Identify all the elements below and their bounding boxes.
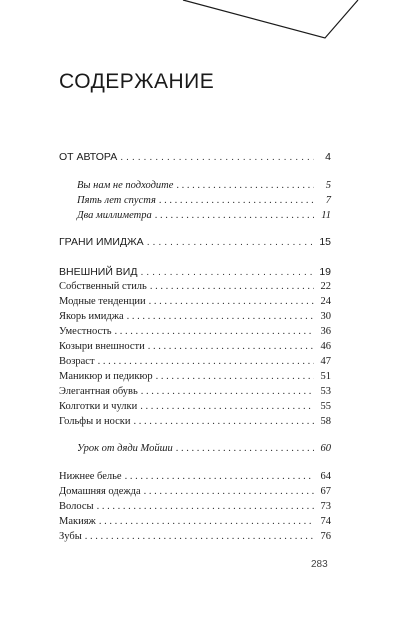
toc-entry-page: 7 [325, 195, 331, 206]
toc-entry-label: ОТ АВТОРА [59, 151, 118, 163]
toc-entry-nizhnee-belye [59, 470, 331, 484]
page-title: СОДЕРЖАНИЕ [59, 70, 215, 93]
toc-entry-label: Элегантная обувь [59, 386, 138, 397]
toc-entry-golfy-i-noski [59, 415, 331, 429]
toc-entry-page: 58 [320, 416, 331, 427]
toc-entry-pyat-let-spustya [77, 194, 331, 208]
toc-entry-volosy [59, 500, 331, 514]
toc-entry-dva-millimetra [77, 209, 331, 223]
toc-leader-dots [85, 530, 314, 544]
toc-entry-page: 55 [320, 401, 331, 412]
toc-entry-label: Собственный стиль [59, 281, 147, 292]
toc-leader-dots [150, 280, 314, 294]
toc-entry-elegantnaya-obuv [59, 385, 331, 399]
toc-leader-dots [127, 310, 314, 324]
toc-leader-dots [141, 385, 314, 399]
toc-leader-dots [155, 209, 314, 223]
toc-entry-label: Возраст [59, 356, 95, 367]
toc-entry-label: Колготки и чулки [59, 401, 138, 412]
toc-entry-page: 22 [320, 281, 331, 292]
toc-entry-page: 60 [320, 443, 331, 454]
toc-entry-kolgotki-i-chulki [59, 400, 331, 414]
toc-entry-page: 73 [320, 501, 331, 512]
toc-entry-page: 15 [319, 236, 331, 248]
toc-entry-kozyri-vneshnosti [59, 340, 331, 354]
toc-entry-vneshniy-vid [59, 265, 331, 279]
toc-entry-label: Уместность [59, 326, 112, 337]
toc-entry-page: 11 [321, 210, 331, 221]
toc-entry-vy-nam-ne-podkhodite [77, 179, 331, 193]
toc-entry-page: 36 [320, 326, 331, 337]
page-number: 283 [311, 559, 328, 570]
toc-leader-dots [144, 485, 314, 499]
toc-entry-label: Козыри внешности [59, 341, 145, 352]
toc-leader-dots [159, 194, 314, 208]
toc-leader-dots [176, 179, 314, 193]
toc-entry-page: 76 [320, 531, 331, 542]
toc-entry-label: Гольфы и носки [59, 416, 131, 427]
toc-entry-label: Два миллиметра [77, 210, 152, 221]
toc-entry-label: Волосы [59, 501, 94, 512]
toc-entry-label: ГРАНИ ИМИДЖА [59, 236, 144, 248]
toc-entry-makiyazh [59, 515, 331, 529]
toc-leader-dots [176, 442, 314, 456]
toc-entry-label: Домашняя одежда [59, 486, 141, 497]
toc-entry-sobstvenny-stil [59, 280, 331, 294]
toc-entry-label: Вы нам не подходите [77, 180, 174, 191]
toc-entry-label: Макияж [59, 516, 96, 527]
toc-entry-page: 74 [320, 516, 331, 527]
toc-leader-dots [97, 500, 314, 514]
toc-entry-urok-ot-dyadi-moyshi [77, 442, 331, 456]
toc-entry-page: 53 [320, 386, 331, 397]
toc-leader-dots [115, 325, 315, 339]
toc-entry-page: 47 [320, 356, 331, 367]
toc-leader-dots [99, 515, 314, 529]
toc-entry-label: Маникюр и педикюр [59, 371, 153, 382]
toc-leader-dots [134, 415, 314, 429]
toc-entry-page: 64 [320, 471, 331, 482]
toc-leader-dots [156, 370, 314, 384]
toc-leader-dots [140, 265, 314, 279]
toc-entry-page: 24 [320, 296, 331, 307]
toc-leader-dots [148, 340, 314, 354]
toc-leader-dots [125, 470, 314, 484]
toc-entry-page: 4 [325, 151, 331, 163]
toc-leader-dots [149, 295, 314, 309]
toc-entry-yakor-imidzha [59, 310, 331, 324]
toc-entry-zuby [59, 530, 331, 544]
toc-entry-label: Зубы [59, 531, 82, 542]
toc-entry-ot-avtora [59, 150, 331, 164]
toc-entry-label: Якорь имиджа [59, 311, 124, 322]
toc-entry-page: 51 [320, 371, 331, 382]
toc-leader-dots [120, 150, 314, 164]
toc-entry-umestnost [59, 325, 331, 339]
toc-entry-manikyur-i-pedikyur [59, 370, 331, 384]
toc-entry-label: ВНЕШНИЙ ВИД [59, 266, 138, 278]
toc-entry-page: 46 [320, 341, 331, 352]
toc-leader-dots [147, 235, 314, 249]
toc-entry-page: 5 [325, 180, 331, 191]
toc-entry-label: Пять лет спустя [77, 195, 156, 206]
toc-entry-grani-imidzha [59, 235, 331, 249]
toc-entry-page: 67 [320, 486, 331, 497]
toc-entry-vozrast [59, 355, 331, 369]
toc-entry-label: Модные тенденции [59, 296, 146, 307]
toc-entry-modnye-tendentsii [59, 295, 331, 309]
toc-entry-domashnyaya-odezhda [59, 485, 331, 499]
toc-entry-page: 30 [320, 311, 331, 322]
toc-entry-label: Нижнее белье [59, 471, 122, 482]
toc-leader-dots [140, 400, 314, 414]
toc-entry-page: 19 [319, 266, 331, 278]
toc-entry-label: Урок от дяди Мойши [77, 443, 173, 454]
toc-leader-dots [98, 355, 314, 369]
